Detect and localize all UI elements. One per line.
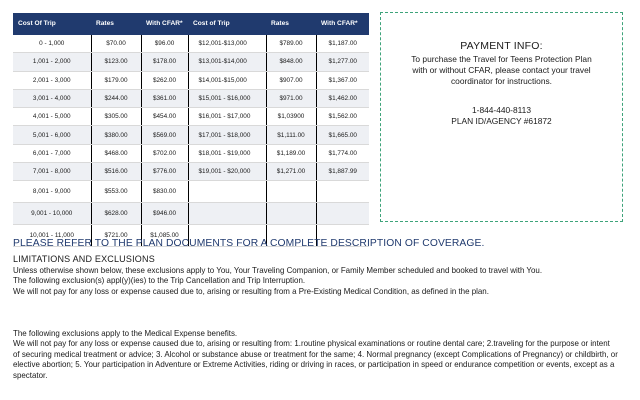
cell-with-cfar: $361.00 [141,89,188,107]
cell-rate-2: $789.00 [266,35,316,53]
cell-with-cfar: $262.00 [141,71,188,89]
cell-rate-2: $907.00 [266,71,316,89]
cell-with-cfar: $96.00 [141,35,188,53]
coverage-notice-heading: PLEASE REFER TO THE PLAN DOCUMENTS FOR A COMPLETE DESCRIPTION OF COVERAGE. [13,238,485,249]
cell-rate-2: $1,271.00 [266,163,316,181]
exclusions-trip-text: The following exclusion(s) appl(y)(ies) to the Trip Cancellation and Trip Interruption. [13,276,306,286]
cell-with-cfar-2 [316,203,369,225]
cell-with-cfar-2: $1,277.00 [316,53,369,71]
payment-phone: 1-844-440-8113 [472,104,531,115]
col-header-cost-of-trip-2: Cost of Trip [188,13,266,35]
table-row [13,144,369,162]
cell-rate-2: $1,03900 [266,108,316,126]
cell-rate: $244.00 [91,89,141,107]
col-header-cost-of-trip: Cost Of Trip [13,13,91,35]
cell-cost-of-trip: 9,001 - 10,000 [13,203,91,225]
cell-rate-2: $971.00 [266,89,316,107]
exclusions-intro-text: Unless otherwise shown below, these exclusions apply to You, Your Traveling Companion, or Family Member scheduled and booked to travel with You. [13,266,543,275]
limitations-heading: LIMITATIONS AND EXCLUSIONS [13,254,155,264]
cell-with-cfar: $1,085.00 [141,225,188,247]
cell-with-cfar: $776.00 [141,163,188,181]
exclusions-trip-cancellation [13,266,618,297]
exclusions-preexisting-text: We will not pay for any loss or expense caused due to, arising or resulting from a Pre-Existing Medical Condition, as defined in the plan. [13,286,489,296]
medical-exclusions-list: We will not pay for any loss or expense caused due to, arising or resulting from: 1.routine physical examinations or routine dental care; 2.traveling for the purpose or intent of securing medical treatment or advice; 3. Alcohol or substance abuse or treatment for the same; 4. Normal pregnancy (except Complications of Pregnancy) or childbirth, or elective abortion; 5. Your participation in Adventure or Extreme Activities, riding or driving in races, or participation in speed or endurance competition or events, except as a spectator. [13,339,618,380]
cell-cost-of-trip: 4,001 - 5,000 [13,108,91,126]
cell-with-cfar-2: $1,367.00 [316,71,369,89]
cell-cost-of-trip: 6,001 - 7,000 [13,144,91,162]
payment-title: PAYMENT INFO: [460,40,543,52]
cell-with-cfar-2: $1,187.00 [316,35,369,53]
cell-rate-2: $848.00 [266,53,316,71]
cell-cost-of-trip-2 [188,181,266,203]
payment-instructions: To purchase the Travel for Teens Protection Plan with or without CFAR, please contact your travel coordinator for instructions. [411,54,592,87]
cell-rate: $628.00 [91,203,141,225]
table-row [13,71,369,89]
cell-rate: $468.00 [91,144,141,162]
cell-with-cfar: $830.00 [141,181,188,203]
table-row [13,108,369,126]
cell-cost-of-trip-2: $13,001-$14,000 [188,53,266,71]
medical-exclusions-intro: The following exclusions apply to the Medical Expense benefits. [13,329,238,338]
cell-rate: $70.00 [91,35,141,53]
payment-info-box [380,12,623,222]
cell-cost-of-trip: 0 - 1,000 [13,35,91,53]
cell-cost-of-trip: 7,001 - 8,000 [13,163,91,181]
cell-with-cfar-2: $1,665.00 [316,126,369,144]
cell-with-cfar: $454.00 [141,108,188,126]
cell-cost-of-trip-2: $17,001 - $18,000 [188,126,266,144]
table-row [13,53,369,71]
rates-header-row [13,13,369,35]
cell-rate: $516.00 [91,163,141,181]
cell-cost-of-trip: 3,001 - 4,000 [13,89,91,107]
table-row [13,181,369,203]
cell-with-cfar: $946.00 [141,203,188,225]
rates-table [13,13,369,247]
exclusions-medical-expense [13,329,618,381]
col-header-with-cfar-2: With CFAR* [316,13,369,35]
cell-rate-2: $1,189.00 [266,144,316,162]
cell-with-cfar-2: $1,562.00 [316,108,369,126]
cell-rate: $380.00 [91,126,141,144]
cell-rate-2: $1,111.00 [266,126,316,144]
table-row [13,35,369,53]
cell-rate: $179.00 [91,71,141,89]
table-row [13,126,369,144]
cell-rate-2 [266,181,316,203]
cell-cost-of-trip: 1,001 - 2,000 [13,53,91,71]
col-header-rates-2: Rates [266,13,316,35]
table-row [13,163,369,181]
table-row [13,89,369,107]
col-header-with-cfar: With CFAR* [141,13,188,35]
cell-with-cfar: $702.00 [141,144,188,162]
cell-with-cfar-2: $1,462.00 [316,89,369,107]
cell-rate: $553.00 [91,181,141,203]
cell-with-cfar: $569.00 [141,126,188,144]
cell-rate: $721.00 [91,225,141,247]
cell-cost-of-trip: 2,001 - 3,000 [13,71,91,89]
cell-cost-of-trip-2: $19,001 - $20,000 [188,163,266,181]
cell-with-cfar-2: $1,774.00 [316,144,369,162]
cell-cost-of-trip-2 [188,203,266,225]
cell-rate: $305.00 [91,108,141,126]
cell-cost-of-trip-2: $16,001 - $17,000 [188,108,266,126]
col-header-rates: Rates [91,13,141,35]
cell-cost-of-trip: 10,001 - 11,000 [13,225,91,247]
cell-cost-of-trip-2: $15,001 - $16,000 [188,89,266,107]
cell-cost-of-trip: 8,001 - 9,000 [13,181,91,203]
cell-rate-2 [266,203,316,225]
table-row [13,203,369,225]
payment-agency-id: PLAN ID/AGENCY #61872 [451,115,552,126]
cell-cost-of-trip-2: $14,001-$15,000 [188,71,266,89]
cell-with-cfar: $178.00 [141,53,188,71]
cell-cost-of-trip-2: $18,001 - $19,000 [188,144,266,162]
cell-cost-of-trip: 5,001 - 6,000 [13,126,91,144]
cell-rate: $123.00 [91,53,141,71]
cell-with-cfar-2 [316,181,369,203]
cell-with-cfar-2: $1,887.99 [316,163,369,181]
cell-cost-of-trip-2: $12,001-$13,000 [188,35,266,53]
